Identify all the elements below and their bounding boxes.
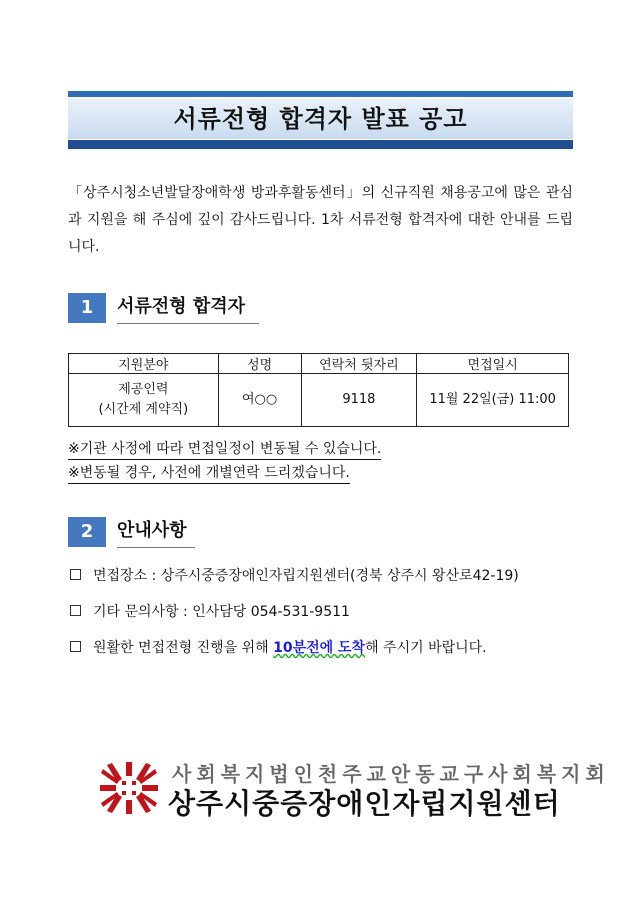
section1-title: 서류전형 합격자 bbox=[117, 296, 245, 317]
checkbox-bullet-icon bbox=[70, 641, 81, 652]
cell-field bbox=[69, 374, 219, 427]
col-header-name: 성명 bbox=[218, 354, 301, 374]
cell-field-line1: 제공인력 bbox=[118, 382, 169, 397]
section2-title: 안내사항 bbox=[117, 520, 187, 541]
cell-phone: 9118 bbox=[301, 374, 417, 427]
org-name: 상주시중증장애인자립지원센터 bbox=[168, 787, 561, 820]
info-item-arrival bbox=[70, 638, 487, 658]
section2-underline bbox=[117, 547, 195, 548]
info-arrival-post: 해 주시기 바랍니다. bbox=[365, 640, 487, 656]
col-header-phone: 연락처 뒷자리 bbox=[301, 354, 417, 374]
title-bar-bottom bbox=[68, 140, 573, 149]
title-bar-top bbox=[68, 91, 573, 97]
col-header-field: 지원분야 bbox=[69, 354, 219, 374]
page-title: 서류전형 합격자 발표 공고 bbox=[173, 105, 468, 133]
table-row bbox=[69, 374, 569, 427]
applicant-table bbox=[68, 353, 569, 427]
intro-paragraph: 「상주시청소년발달장애학생 방과후활동센터」의 신규직원 채용공고에 많은 관심과 지원을 해 주심에 깊이 감사드립니다. 1차 서류전형 합격자에 대한 안내를 드립니다. bbox=[68, 185, 573, 255]
section1-underline bbox=[117, 323, 259, 324]
info-arrival-pre: 원활한 면접전형 진행을 위해 bbox=[93, 640, 274, 656]
info-place-text: 면접장소 : 상주시중증장애인자립지원센터(경북 상주시 왕산로42-19) bbox=[93, 568, 519, 584]
org-parent-name: 사회복지법인천주교안동교구사회복지회 bbox=[172, 762, 610, 786]
info-arrival-highlight: 10분전에 도착 bbox=[273, 640, 366, 656]
col-header-datetime: 면접일시 bbox=[417, 354, 569, 374]
info-item-contact bbox=[70, 602, 350, 622]
info-item-place bbox=[70, 566, 519, 586]
cell-field-line2: (시간제 계약직) bbox=[98, 402, 189, 417]
cell-name: 여○○ bbox=[218, 374, 301, 427]
table-header-row bbox=[69, 354, 569, 374]
note-schedule-change: ※기관 사정에 따라 면접일정이 변동될 수 있습니다. bbox=[68, 440, 381, 460]
caritas-logo-icon bbox=[100, 762, 158, 814]
section1-number: 1 bbox=[68, 293, 106, 323]
info-contact-text: 기타 문의사항 : 인사담당 054-531-9511 bbox=[93, 604, 350, 620]
cell-datetime: 11월 22일(금) 11:00 bbox=[417, 374, 569, 427]
checkbox-bullet-icon bbox=[70, 605, 81, 616]
checkbox-bullet-icon bbox=[70, 569, 81, 580]
section2-number: 2 bbox=[68, 517, 106, 547]
note-individual-contact: ※변동될 경우, 사전에 개별연락 드리겠습니다. bbox=[68, 464, 350, 484]
